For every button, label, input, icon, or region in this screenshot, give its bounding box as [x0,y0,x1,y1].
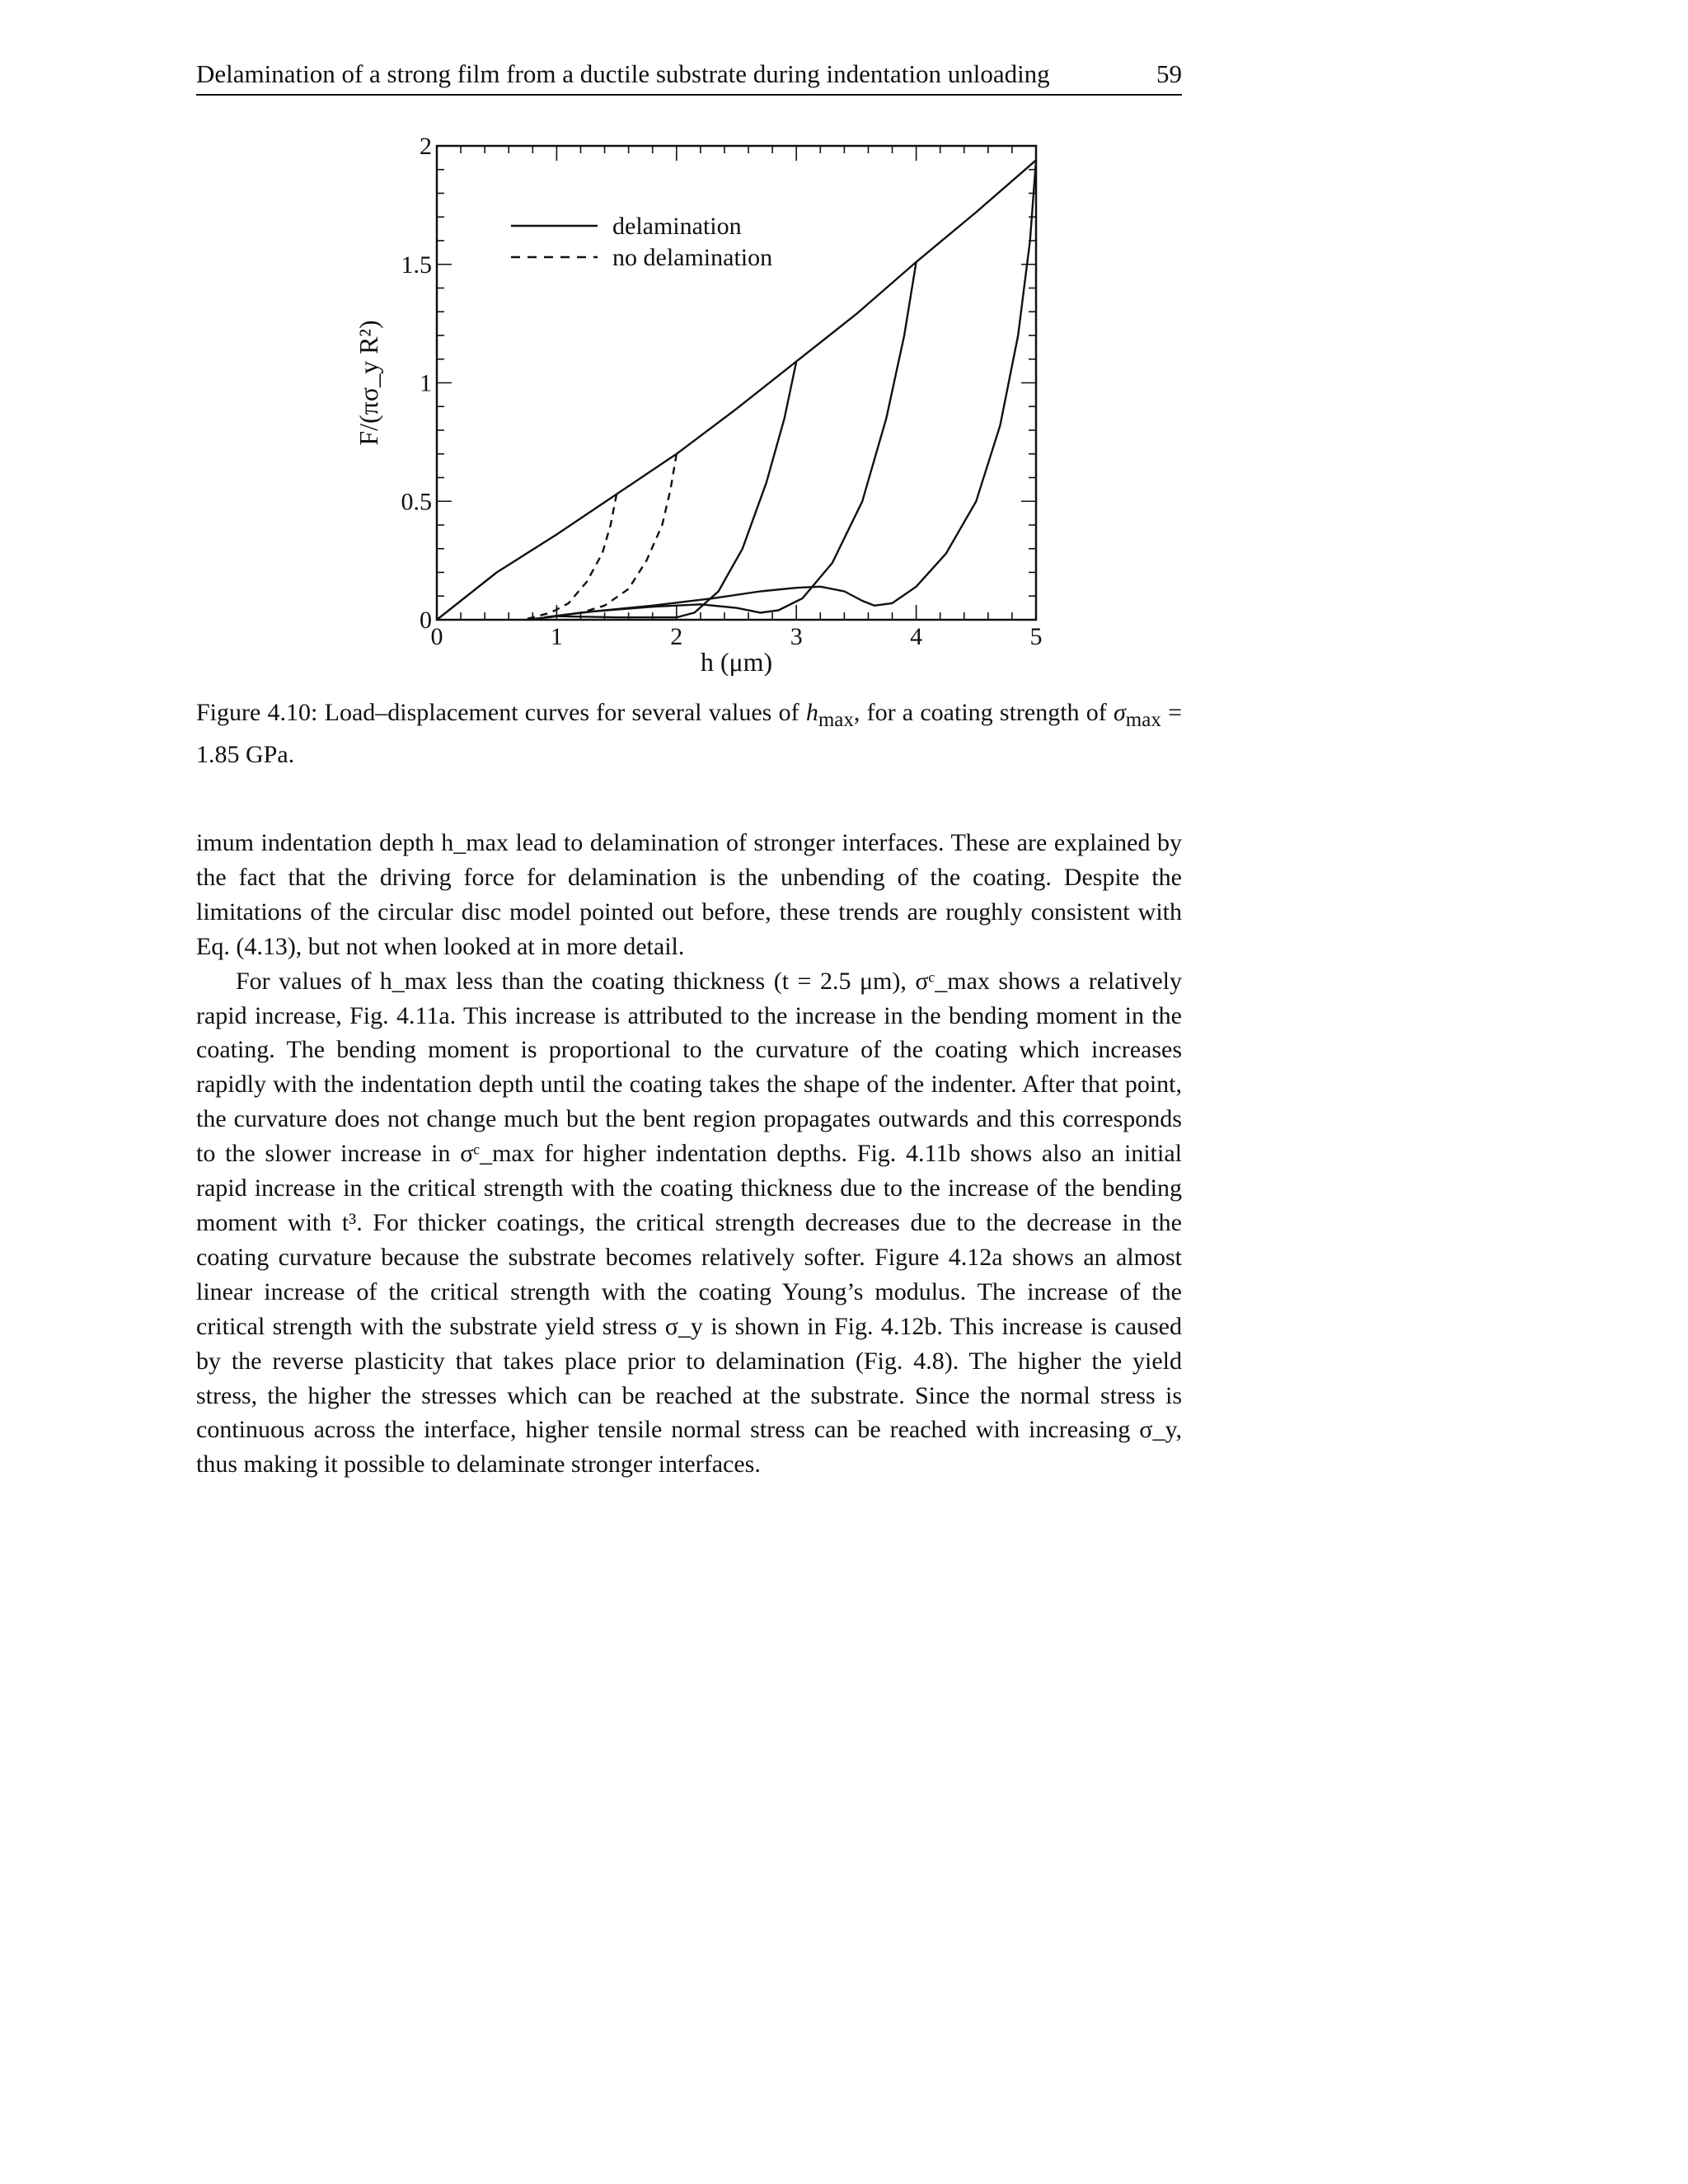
x-tick-label: 1 [550,623,563,650]
caption-lead: Figure 4.10: Load–displacement curves for several values of [196,699,806,726]
series-line-delamination [545,262,917,617]
series-line-delamination [527,362,796,620]
load-displacement-chart [346,132,1071,676]
paragraph-2: For values of h_max less than the coating thickness (t = 2.5 μm), σᶜ_max shows a relatively rapid increase, Fig. 4.11a. This increase is attributed to the increase in the bending moment in the coating. The bending moment is proportional to the curvature of the coating which increases rapidly with the indentation depth until the coating takes the shape of the indenter. After that point, the curvature does not change much but the bent region propagates outwards and this corresponds to the slower increase in σᶜ_max for higher indentation depths. Fig. 4.11b shows also an initial rapid increase in the critical strength with the coating thickness due to the increase of the bending moment with t³. For thicker coatings, the critical strength decreases due to the decrease in the coating curvature because the substrate becomes relatively softer. Figure 4.12a shows an almost linear increase of the critical strength with the coating Young’s modulus. The increase of the critical strength with the substrate yield stress σ_y is shown in Fig. 4.12b. This increase is caused by the reverse plasticity that takes place prior to delamination (Fig. 4.8). The higher the yield stress, the higher the stresses which can be reached at the substrate. Since the normal stress is continuous across the interface, higher tensile normal stress can be reached with increasing σ_y, thus making it possible to delaminate stronger interfaces. [196,967,1182,1479]
x-axis-label: h (μm) [700,647,773,676]
caption-subscript-max: max [818,709,854,731]
caption-subscript-max-2: max [1125,709,1161,731]
x-tick-label: 2 [670,623,683,650]
x-tick-label: 0 [430,623,443,650]
running-title: Delamination of a strong film from a ductile substrate during indentation unloading [196,59,1050,88]
figure-caption [196,696,1182,772]
body-text [196,826,1182,1482]
x-tick-label: 5 [1029,623,1043,650]
caption-symbol-h: h [805,699,818,726]
legend-label: no delamination [612,244,773,271]
caption-middle: , for a coating strength of [853,699,1114,726]
y-tick-label: 1 [420,369,432,397]
caption-symbol-sigma: σ [1114,699,1126,726]
y-tick-label: 1.5 [401,251,432,279]
y-tick-label: 0.5 [401,488,432,516]
running-header [196,58,1182,96]
y-axis-label: F/(πσ_y R²) [354,320,383,446]
x-tick-label: 3 [790,623,803,650]
series-line-no-delamination [523,494,617,620]
paragraph-1: imum indentation depth h_max lead to delamination of stronger interfaces. These are explained by the fact that the driving force for delamination is the unbending of the coating. Despite the limitations of the circular disc model pointed out before, these trends are roughly consistent with Eq. (4.13), but not when looked at in more detail. [196,829,1182,960]
page-number: 59 [1156,59,1182,88]
legend-label: delamination [612,213,742,240]
x-tick-label: 4 [910,623,923,650]
y-tick-label: 2 [420,133,432,160]
y-tick-label: 0 [420,607,432,634]
caption-end: = 1.85 GPa. [196,699,1182,768]
